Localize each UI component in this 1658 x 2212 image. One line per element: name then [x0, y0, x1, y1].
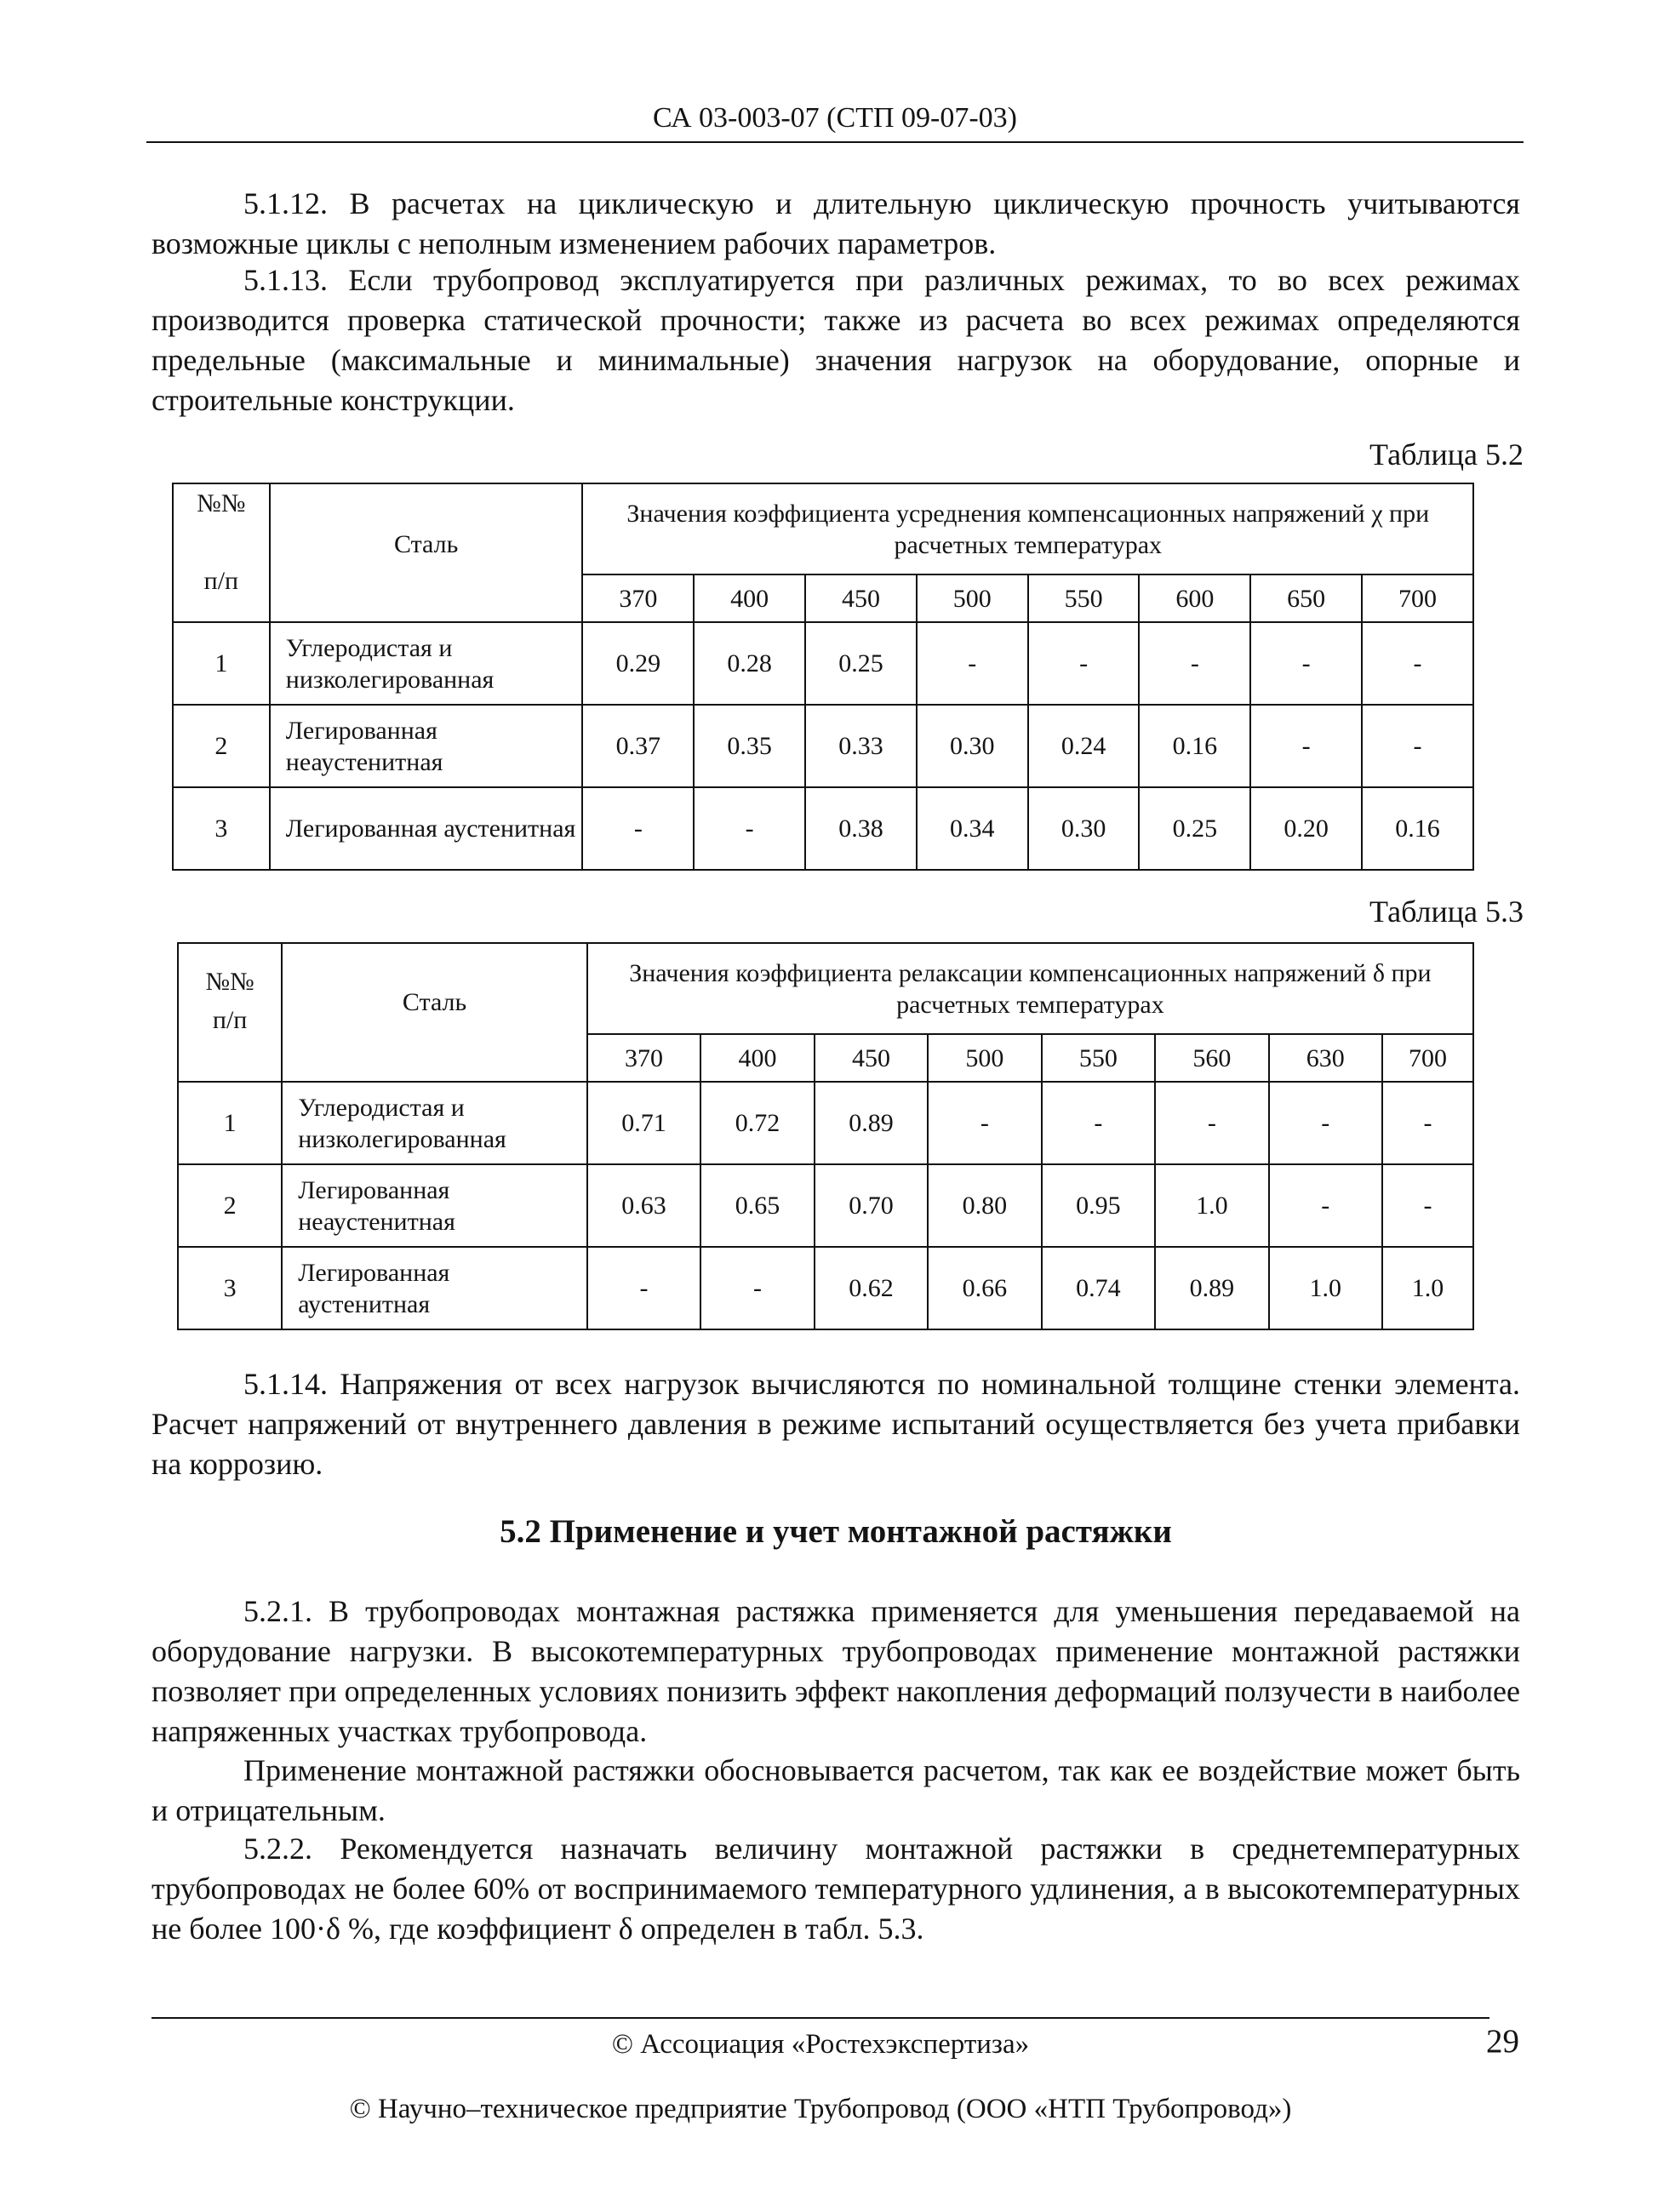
table-5-3-caption: Таблица 5.3: [1369, 895, 1524, 929]
value-cell: 0.35: [694, 705, 805, 787]
value-cell: -: [1382, 1082, 1473, 1164]
value-cell: 0.38: [805, 787, 917, 870]
value-cell: -: [694, 787, 805, 870]
value-cell: -: [928, 1082, 1041, 1164]
value-cell: 0.29: [582, 622, 694, 705]
header-divider: [146, 141, 1524, 143]
temperature-cell: 550: [1042, 1034, 1155, 1082]
footer-enterprise: © Научно–техническое предприятие Трубопровод (ООО «НТП Трубопровод»): [349, 2094, 1292, 2124]
row-number: 2: [178, 1164, 282, 1247]
num-header-bottom: п/п: [212, 1006, 248, 1034]
steel-name: Легированная аустенитная: [270, 787, 583, 870]
temperature-cell: 450: [805, 574, 917, 622]
steel-name: Углеродистая и низколегированная: [282, 1082, 587, 1164]
num-header-top: №№: [205, 968, 254, 996]
value-cell: 0.28: [694, 622, 805, 705]
value-cell: -: [1250, 622, 1362, 705]
table-5-2-steel-header: Сталь: [270, 483, 583, 622]
value-cell: -: [1250, 705, 1362, 787]
temperature-cell: 600: [1139, 574, 1250, 622]
value-cell: 0.70: [815, 1164, 928, 1247]
value-cell: 0.33: [805, 705, 917, 787]
value-cell: 0.65: [700, 1164, 814, 1247]
steel-name: Легированная аустенитная: [282, 1247, 587, 1329]
value-cell: 0.16: [1139, 705, 1250, 787]
row-number: 3: [178, 1247, 282, 1329]
temperature-cell: 450: [815, 1034, 928, 1082]
table-5-3-steel-header: Сталь: [282, 943, 587, 1082]
paragraph-5-1-14: 5.1.14. Напряжения от всех нагрузок вычисляются по номинальной толщине стенки элемента. Расчет напряжений от внутреннего давления в режиме испытаний осуществляется без учета прибавки на коррозию.: [152, 1367, 1520, 1481]
page-number: 29: [1486, 2023, 1519, 2060]
temperature-cell: 370: [587, 1034, 700, 1082]
table-5-3: [177, 942, 1474, 1330]
value-cell: 0.89: [1155, 1247, 1268, 1329]
value-cell: -: [587, 1247, 700, 1329]
footer-divider: [152, 2017, 1489, 2019]
value-cell: 0.74: [1042, 1247, 1155, 1329]
temperature-cell: 370: [582, 574, 694, 622]
table-5-2-value-header: Значения коэффициента усреднения компенсационных напряжений χ при расчетных температурах: [582, 483, 1473, 574]
value-cell: 0.71: [587, 1082, 700, 1164]
steel-name: Легированная неаустенитная: [270, 705, 583, 787]
temperature-cell: 650: [1250, 574, 1362, 622]
table-5-3-num-header: [178, 943, 282, 1082]
value-cell: 0.30: [1028, 787, 1140, 870]
row-number: 1: [178, 1082, 282, 1164]
table-row: [173, 705, 1473, 787]
value-cell: 0.24: [1028, 705, 1140, 787]
table-row: [178, 1247, 1473, 1329]
paragraph-5-2-2: 5.2.2. Рекомендуется назначать величину монтажной растяжки в среднетемпературных трубопроводах не более 60% от воспринимаемого температурного удлинения, а в высокотемпературных не более 100·δ %, где коэффициент δ определен в табл. 5.3.: [152, 1832, 1520, 1946]
table-row: [173, 622, 1473, 705]
value-cell: -: [1382, 1164, 1473, 1247]
value-cell: 0.25: [1139, 787, 1250, 870]
footer-association: © Ассоциация «Ростехэкспертиза»: [611, 2029, 1030, 2060]
value-cell: 0.20: [1250, 787, 1362, 870]
temperature-cell: 560: [1155, 1034, 1268, 1082]
row-number: 3: [173, 787, 270, 870]
value-cell: 0.72: [700, 1082, 814, 1164]
temperature-cell: 700: [1362, 574, 1473, 622]
temperature-cell: 400: [694, 574, 805, 622]
row-number: 1: [173, 622, 270, 705]
paragraph-5-2-1-continued: Применение монтажной растяжки обосновывается расчетом, так как ее воздействие может быть и отрицательным.: [152, 1753, 1520, 1827]
value-cell: 0.62: [815, 1247, 928, 1329]
paragraph-5-1-13: 5.1.13. Если трубопровод эксплуатируется при различных режимах, то во всех режимах производится проверка статической прочности; также из расчета во всех режимах определяются предельные (максимальные и минимальные) значения нагрузок на оборудование, опорные и строительные конструкции.: [152, 263, 1520, 417]
temperature-cell: 500: [928, 1034, 1041, 1082]
value-cell: -: [1362, 705, 1473, 787]
section-title-5-2: 5.2 Применение и учет монтажной растяжки: [500, 1513, 1172, 1550]
value-cell: 0.34: [917, 787, 1028, 870]
value-cell: 0.66: [928, 1247, 1041, 1329]
steel-name: Легированная неаустенитная: [282, 1164, 587, 1247]
table-row: [173, 787, 1473, 870]
steel-name: Углеродистая и низколегированная: [270, 622, 583, 705]
value-cell: 0.37: [582, 705, 694, 787]
value-cell: 0.25: [805, 622, 917, 705]
table-5-2: [172, 483, 1474, 871]
num-header-top: №№: [197, 489, 246, 517]
value-cell: -: [1042, 1082, 1155, 1164]
table-5-2-caption: Таблица 5.2: [1369, 437, 1524, 472]
value-cell: -: [1269, 1082, 1382, 1164]
value-cell: 0.89: [815, 1082, 928, 1164]
row-number: 2: [173, 705, 270, 787]
document-code-header: СА 03-003-07 (СТП 09-07-03): [653, 102, 1017, 134]
temperature-cell: 550: [1028, 574, 1140, 622]
value-cell: 0.80: [928, 1164, 1041, 1247]
num-header-bottom: п/п: [203, 567, 239, 595]
table-5-2-num-header: [173, 483, 270, 622]
value-cell: 1.0: [1382, 1247, 1473, 1329]
paragraph-5-1-12: 5.1.12. В расчетах на циклическую и длительную циклическую прочность учитываются возможные циклы с неполным изменением рабочих параметров.: [152, 186, 1520, 260]
value-cell: -: [1155, 1082, 1268, 1164]
table-5-3-value-header: Значения коэффициента релаксации компенсационных напряжений δ при расчетных температурах: [587, 943, 1473, 1034]
temperature-cell: 500: [917, 574, 1028, 622]
table-row: [178, 1082, 1473, 1164]
value-cell: -: [700, 1247, 814, 1329]
value-cell: 1.0: [1269, 1247, 1382, 1329]
table-row: [178, 1164, 1473, 1247]
temperature-cell: 630: [1269, 1034, 1382, 1082]
value-cell: -: [917, 622, 1028, 705]
value-cell: 0.30: [917, 705, 1028, 787]
value-cell: 0.16: [1362, 787, 1473, 870]
value-cell: -: [1139, 622, 1250, 705]
value-cell: 1.0: [1155, 1164, 1268, 1247]
value-cell: -: [582, 787, 694, 870]
value-cell: -: [1028, 622, 1140, 705]
temperature-cell: 700: [1382, 1034, 1473, 1082]
value-cell: -: [1269, 1164, 1382, 1247]
temperature-cell: 400: [700, 1034, 814, 1082]
paragraph-5-2-1: 5.2.1. В трубопроводах монтажная растяжка применяется для уменьшения передаваемой на оборудование нагрузки. В высокотемпературных трубопроводах применение монтажной растяжки позволяет при определенных условиях понизить эффект накопления деформаций ползучести в наиболее напряженных участках трубопровода.: [152, 1594, 1520, 1748]
value-cell: 0.95: [1042, 1164, 1155, 1247]
value-cell: 0.63: [587, 1164, 700, 1247]
value-cell: -: [1362, 622, 1473, 705]
